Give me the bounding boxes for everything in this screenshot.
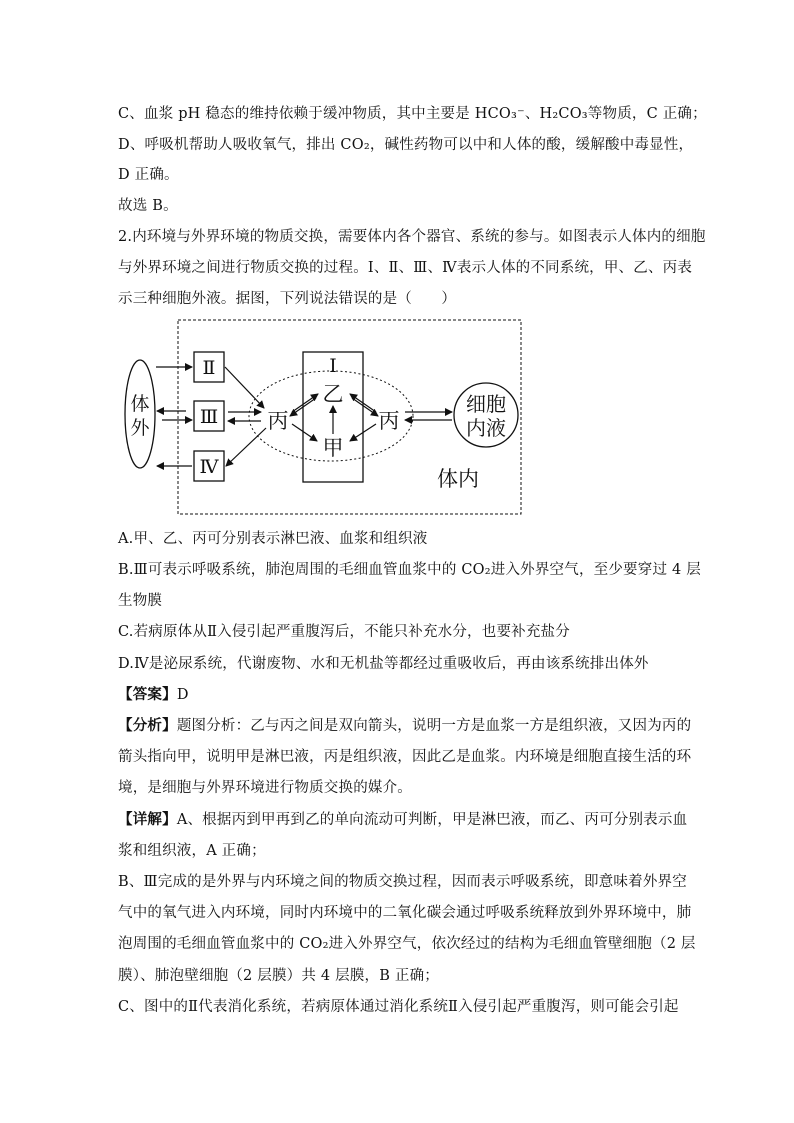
text-line: D 正确。 [118, 167, 179, 183]
question-stem-line: 2.内环境与外界环境的物质交换，需要体内各个器官、系统的参与。如图表示人体内的细胞 [118, 229, 706, 245]
detail-line: 气中的氧气进入内环境，同时内环境中的二氧化碳会通过呼吸系统释放到外界环境中，肺 [118, 905, 692, 921]
outside-label-bottom: 外 [130, 417, 150, 439]
analysis-line [118, 716, 691, 736]
analysis-tag: 【分析】 [118, 717, 177, 734]
cell-label-top: 细胞 [466, 392, 506, 416]
answer-value: D [176, 687, 189, 703]
analysis-line: 箭头指向甲，说明甲是淋巴液，丙是组织液，因此乙是血浆。内环境是细胞直接生活的环 [118, 749, 692, 765]
jia-label: 甲 [322, 436, 344, 460]
cell-label-bottom: 内液 [466, 416, 506, 440]
detail-line: C、图中的Ⅱ代表消化系统，若病原体通过消化系统Ⅱ入侵引起严重腹泻，则可能会引起 [118, 999, 679, 1015]
question-stem-line: 与外界环境之间进行物质交换的过程。Ⅰ、Ⅱ、Ⅲ、Ⅳ表示人体的不同系统，甲、乙、丙表 [118, 260, 693, 276]
system-3-label: Ⅲ [199, 406, 219, 428]
inside-label: 体内 [437, 467, 479, 491]
text-line: D、呼吸机帮助人吸收氧气，排出 CO₂，碱性药物可以中和人体的酸，缓解酸中毒显性， [118, 137, 694, 153]
answer-tag: 【答案】 [118, 686, 177, 703]
detail-line: B、Ⅲ完成的是外界与内环境之间的物质交换过程，因而表示呼吸系统，即意味着外界空 [118, 874, 687, 890]
exchange-diagram [118, 318, 530, 518]
text-line: 故选 B。 [118, 198, 178, 214]
option-d: D.Ⅳ是泌尿系统，代谢废物、水和无机盐等都经过重吸收后，再由该系统排出体外 [118, 656, 649, 672]
system-2-label: Ⅱ [202, 357, 216, 379]
system-1-label: Ⅰ [329, 355, 337, 377]
yi-label: 乙 [322, 382, 344, 406]
option-b: B.Ⅲ可表示呼吸系统，肺泡周围的毛细血管血浆中的 CO₂进入外界空气，至少要穿过 4 层 [118, 562, 701, 578]
outside-label-top: 体 [130, 393, 150, 415]
detail-line: 膜）、肺泡壁细胞（2 层膜）共 4 层膜，B 正确； [118, 968, 439, 984]
text-line: C、血浆 pH 稳态的维持依赖于缓冲物质，其中主要是 HCO₃⁻、H₂CO₃等物质，C 正确； [118, 106, 707, 122]
detail-text: A、根据丙到甲再到乙的单向流动可判断，甲是淋巴液，而乙、丙可分别表示血 [176, 812, 688, 828]
bing-left-label: 丙 [267, 409, 289, 433]
detail-line [118, 810, 687, 830]
question-stem-line: 示三种细胞外液。据图，下列说法错误的是（ ） [118, 291, 457, 307]
option-c: C.若病原体从Ⅱ入侵引起严重腹泻后，不能只补充水分，也要补充盐分 [118, 624, 570, 640]
system-4-label: Ⅳ [199, 456, 219, 478]
detail-line: 浆和组织液，A 正确； [118, 843, 266, 859]
answer-line [118, 685, 189, 705]
option-a: A.甲、乙、丙可分别表示淋巴液、血浆和组织液 [118, 531, 428, 547]
analysis-text: 题图分析：乙与丙之间是双向箭头，说明一方是血浆一方是组织液，又因为丙的 [176, 718, 692, 734]
analysis-line: 境，是细胞与外界环境进行物质交换的媒介。 [118, 780, 412, 796]
bing-right-label: 丙 [378, 409, 400, 433]
detail-tag: 【详解】 [118, 811, 177, 828]
option-b-continued: 生物膜 [118, 593, 163, 609]
detail-line: 泡周围的毛细血管血浆中的 CO₂进入外界空气，依次经过的结构为毛细血管壁细胞（2 层 [118, 936, 696, 952]
